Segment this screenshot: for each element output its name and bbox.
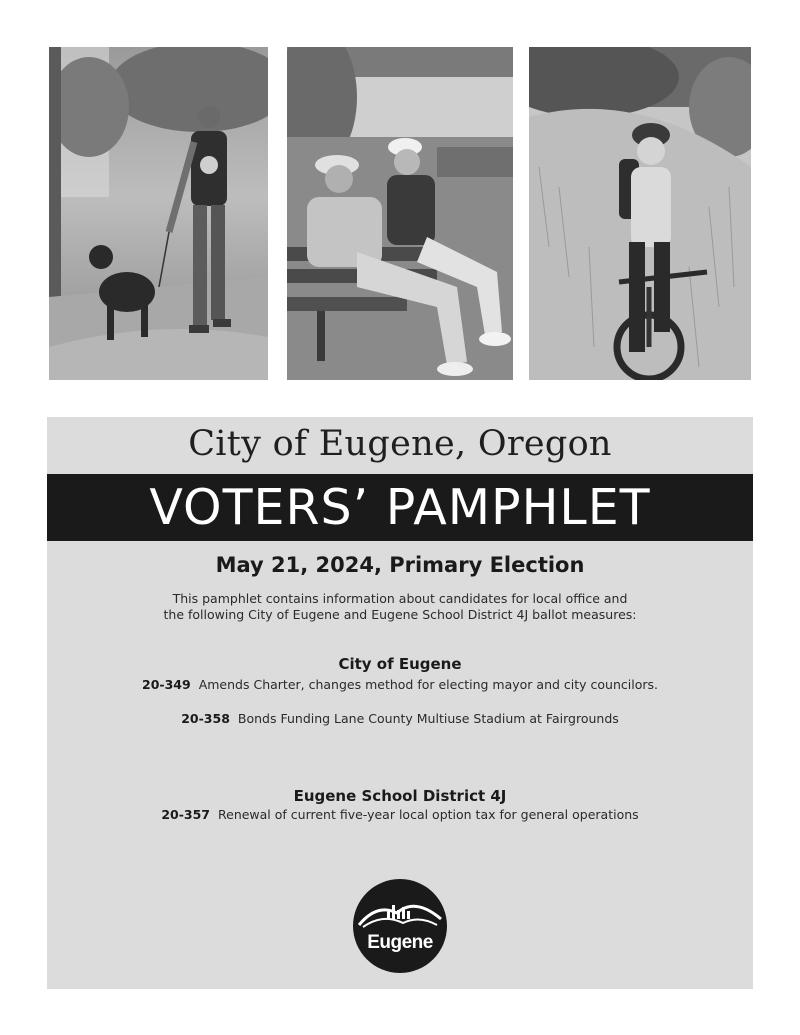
measure-description: Renewal of current five-year local option tax for general operations	[218, 807, 639, 822]
measure-item	[0, 677, 800, 692]
logo-wordmark: Eugene	[367, 932, 433, 953]
election-date: May 21, 2024, Primary Election	[215, 553, 585, 577]
intro-line-2: the following City of Eugene and Eugene School District 4J ballot measures:	[163, 607, 637, 622]
measure-number: 20-349	[142, 677, 191, 692]
eugene-city-logo	[353, 879, 447, 973]
measure-description: Bonds Funding Lane County Multiuse Stadium at Fairgrounds	[237, 711, 619, 726]
city-title: City of Eugene, Oregon	[188, 424, 612, 464]
measure-number: 20-358	[181, 711, 230, 726]
measure-description: Amends Charter, changes method for electing mayor and city councilors.	[198, 677, 658, 692]
measure-item	[0, 807, 800, 822]
intro-line-1: This pamphlet contains information about candidates for local office and	[172, 591, 628, 606]
cyclist-on-trail-photo	[529, 47, 751, 380]
section-heading-city: City of Eugene	[338, 655, 462, 673]
woman-walking-dog-photo	[49, 47, 268, 380]
measure-item	[0, 711, 800, 726]
measure-number: 20-357	[161, 807, 210, 822]
section-heading-school-district: Eugene School District 4J	[293, 787, 507, 805]
seniors-on-park-bench-photo	[287, 47, 513, 380]
intro-text	[0, 591, 800, 623]
pamphlet-title: VOTERS’ PAMPHLET	[47, 474, 753, 541]
